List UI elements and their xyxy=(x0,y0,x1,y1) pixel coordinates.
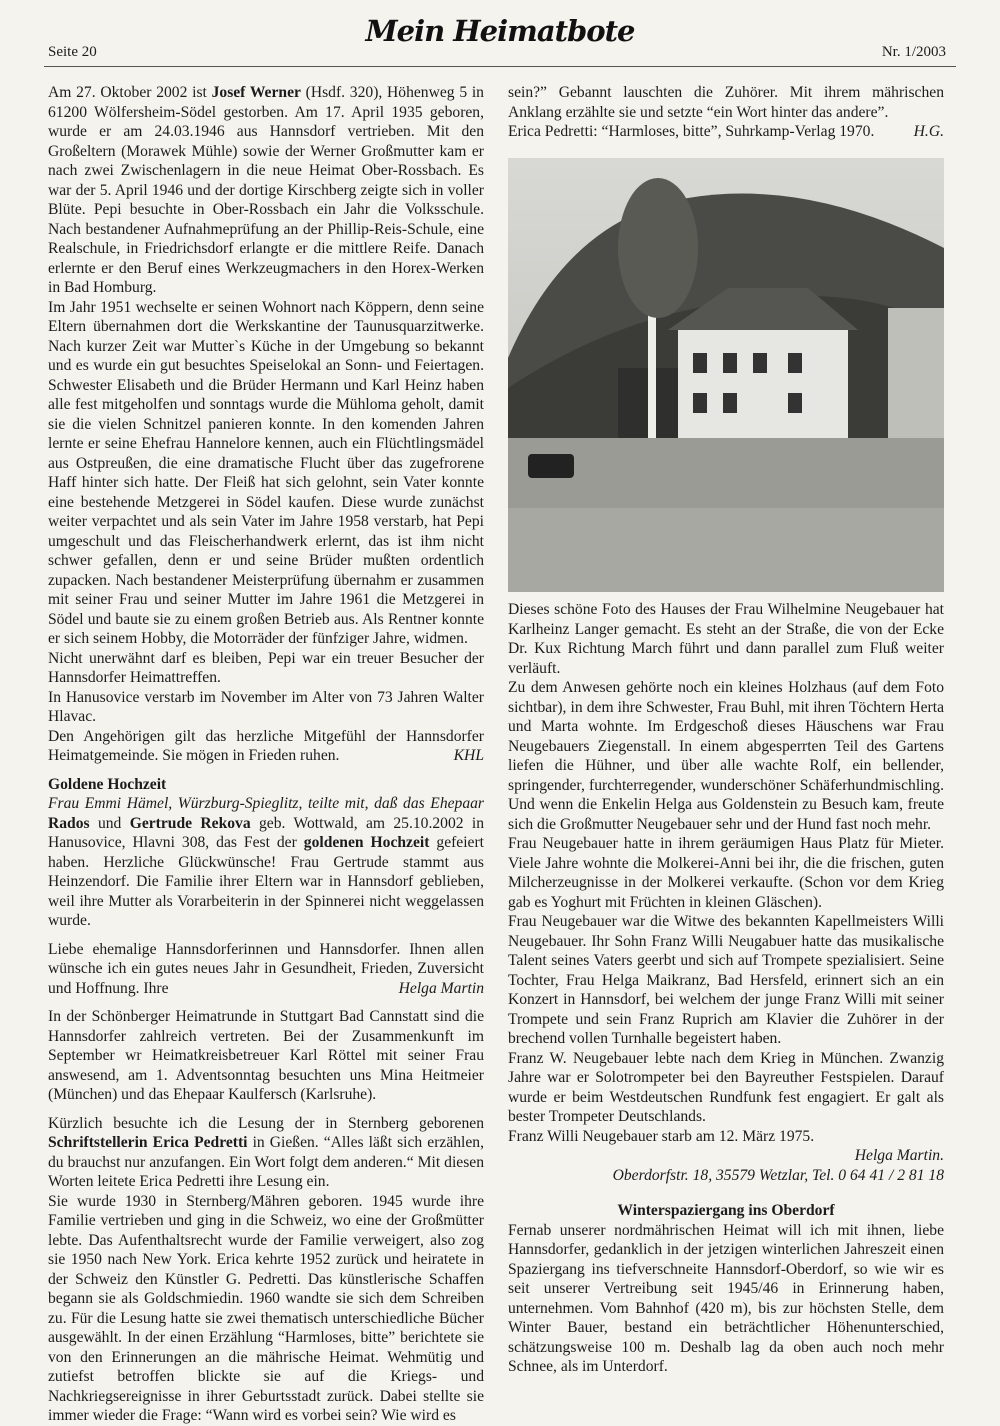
winter-walk-text: Fernab unserer nordmährischen Heimat will ich mit ihnen, liebe Hannsdorfer, gedanklich in der jetzigen winterlichen Jahreszeit einen Spaziergang ins tiefverschneite Hannsdorf-Oberdorf, so wie wir es seit unserer Vertreibung seit 1945/46 in Erinnerung haben, unternehmen. Vom Bahnhof (420 m), bis zur höchsten Stelle, dem Winter Bauer, bestand ein beträchtlicher Höhenunterschied, schätzungsweise 100 m. Deshalb lag da oben auch noch mehr Schnee, als im Unterdorf. xyxy=(508,1221,944,1375)
page-number: Seite 20 xyxy=(48,44,97,60)
obituary-werner: Am 27. Oktober 2002 ist Josef Werner (Hsdf. 320), Höhenweg 5 in 61200 Wölfersheim-Södel gestorben. Am 17. April 1935 geboren, wurde er am 24.03.1946 aus Hannsdorf vertrieben. Mit den Großeltern (Morawek Mühle) sowie der Werner Großmutter kam er nach zwei Zwischenlagern in die neue Heimat Ober-Rossbach. Es war der 5. April 1946 und der dortige Kirschberg zeigte sich in voller Blüte. Pepi besuchte in Ober-Rossbach ein Jahr die Volksschule. Nach bestandener Aufnahmeprüfung an der Phillip-Reis-Schule, eine Realschule, in Friedrichsdorf erlangte er die mittlere Reife. Danach erlernte er den Beruf eines Werkzeugmachers in den Horex-Werken in Bad Homburg. xyxy=(48,84,484,296)
pedretti-continuation: sein?” Gebannt lauschten die Zuhörer. Mit ihrem mährischen Anklang erzählte sie und setzte “ein Wort hinter das andere”. xyxy=(508,84,944,121)
obituary-werner-cont: Im Jahr 1951 wechselte er seinen Wohnort nach Köppern, denn seine Eltern übernahmen dort die Werkskantine der Taunusquarzitwerke. Nach kurzer Zeit war Mutter`s Küche in der Umgebung so bekannt und es wurde ein gut besuchtes Speiselokal an Sonn- und Feiertagen. Schwester Elisabeth und die Brüder Hermann und Karl Heinz haben alle fest mitgeholfen und sonntags wurde die Mühloma geholt, damit sie die vielen Schnitzel panieren konnte. In den komenden Jahren lernte er seine Ehefrau Hannelore kennen, auch ein Flüchtlingsmädel aus Ostpreußen, die eine dramatische Flucht über das zugefrorene Haff hinter sich hatte. Der Fleiß hat sich gelohnt, sein Vater konnte eine bestehende Metzgerei in Södel kaufen. Diese wurde zunächst weiter verpachtet und als sein Vater im Jahre 1958 verstarb, hat Pepi umgeschult und das Fleischerhandwerk erlernt, das ist ihm nicht schwer gefallen, denn er und seine Brüder mußten ordentlich zupacken. Nach bestandener Meisterprüfung übernahm er zusammen mit seiner Frau und seiner Mutter im Jahre 1961 die Metzgerei in Södel und baute sie zu einem großen Betrieb aus. Als Rentner konnte er sich seinem Hobby, die Motorräder der fünfziger Jahre, widmen. xyxy=(48,298,484,647)
new-year-greeting: Liebe ehemalige Hannsdorferinnen und Hannsdorfer. Ihnen allen wünsche ich ein gutes neues Jahr in Gesundheit, Frieden, Zuversicht und Hoffnung. Ihre Helga Martin xyxy=(48,940,484,997)
pedretti-intro: Kürzlich besuchte ich die Lesung der in Sternberg geborenen Schriftstellerin Erica Pedretti in Gießen. “Alles läßt sich erzählen, du brauchst nur anzufangen. Ein Wort folgt dem anderen.“ Mit diesen Worten leitete Erica Pedretti ihre Lesung ein. xyxy=(48,1114,484,1190)
signature-name: Helga Martin. xyxy=(854,1147,944,1164)
pedretti-reference: Erica Pedretti: “Harmloses, bitte”, Suhrkamp-Verlag 1970. H.G. xyxy=(508,123,944,140)
condolence: Den Angehörigen gilt das herzliche Mitgefühl der Hannsdorfer Heimatgemeinde. Sie mögen in Frieden ruhen. KHL xyxy=(48,727,484,764)
pedretti-bio: Sie wurde 1930 in Sternberg/Mähren geboren. 1945 wurde ihre Familie vertrieben und ging in die Schweiz, wo eine der Großmütter lebte. Das Aufenthaltsrecht wurde der Familie verweigert, also zog sie 1950 nach New York. Erica kehrte 1952 zurück und heiratete in der Schweiz den Künstler G. Pedretti. Das künstlerische Schaffen begann sie als Goldschmiedin. 1960 wandte sie sich dem Schreiben zu. Für die Lesung hatte sie zwei thematisch unterschiedliche Bücher ausgewählt. In der einen Erzählung “Harmloses, bitte” berichtete sie von den Erinnerungen an die mährische Heimat. Wehmütig und zutiefst betroffen blickte sie auf die Kriegs- und Nachkriegsereignisse in ihrer Geburtsstadt zurück. Dabei stellte sie immer wieder die Frage: “Wann wird es vorbei sein? Wie wird es xyxy=(48,1192,484,1424)
masthead-title: Mein Heimatbote xyxy=(365,14,635,48)
heading-golden-wedding: Goldene Hochzeit xyxy=(48,775,167,793)
photo-caption: Dieses schöne Foto des Hauses der Frau Wilhelmine Neugebauer hat Karlheinz Langer gemacht. Es steht an der Straße, die von der Ecke Dr. Kux Richtung March führt und dann parallel zum Fluß weiter verläuft. xyxy=(508,601,944,677)
neugebauer-death: Franz Willi Neugebauer starb am 12. März 1975. xyxy=(508,1127,815,1145)
stuttgart-report: In der Schönberger Heimatrunde in Stuttgart Bad Cannstatt sind die Hannsdorfer zahlreich vertreten. Bei der Zusammenkunft im September wr Heimatkreisbetreuer Karl Röttel mit seiner Frau answesend, am 1. Adventsonntag besuchten uns Mina Heitmeier (München) und das Ehepaar Kaulfersch (Karlsruhe). xyxy=(48,1008,484,1103)
obituary-werner-close: Nicht unerwähnt darf es bleiben, Pepi war ein treuer Besucher der Hannsdorfer Heimattreffen. xyxy=(48,649,484,686)
issue-number: Nr. 1/2003 xyxy=(881,44,946,60)
signature-address: Oberdorfstr. 18, 35579 Wetzlar, Tel. 0 64 41 / 2 81 18 xyxy=(612,1166,944,1184)
house-photo xyxy=(508,158,944,592)
signature-khl: KHL xyxy=(453,747,484,764)
right-column-bottom xyxy=(508,600,944,1377)
estate-description: Zu dem Anwesen gehörte noch ein kleines Holzhaus (auf dem Foto sichtbar), in dem ihre Schwester, Frau Buhl, mit ihren Töchtern Herta und Marta wohnte. Im Erdgeschoß dieses Häuschens war Frau Neugebauers Ziegenstall. In einem abgesperrten Teil des Gartens liefen die Hühner, und über alle wachte Rolf, ein bellender, springender, furchterregender, wunderschöner Schäferhundmischling. Und wenn die Enkelin Helga aus Goldenstein zu Besuch kam, freute sich die Großmutter Neugebauer sehr und der Hund fast noch mehr. xyxy=(508,679,944,833)
signature-hg: H.G. xyxy=(913,123,944,140)
neugebauer-family: Frau Neugebauer war die Witwe des bekannten Kapellmeisters Willi Neugebauer. Ihr Sohn Franz Willi Neugabuer hatte das musikalische Talent seines Vaters geerbt und sich auf Trompete spezialisiert. Seine Tochter, Frau Helga Maikranz, Bad Hersfeld, erinnert sich an ein Konzert in Hannsdorf, bei welchem der junge Franz Willi mit seiner Trompete und sein Franz Ruprich am Klavier die Zuhörer in der brechend vollen Turnhalle begeistert haben. xyxy=(508,913,944,1047)
header-rule xyxy=(44,66,956,67)
golden-wedding-text: Frau Emmi Hämel, Würzburg-Spieglitz, teilte mit, daß das Ehepaar Rados und Gertrude Rekova geb. Wottwald, am 25.10.2002 in Hanusovice, Hlavni 308, das Fest der goldenen Hochzeit gefeiert haben. Herzliche Glückwünsche! Frau Gertrude stammt aus Heinzendorf. Die Familie ihrer Eltern war in Hannsdorf geblieben, weil ihre Mutter als Vorarbeiterin in der Spinnerei nicht weggelassen wurde. xyxy=(48,795,485,929)
tenants-description: Frau Neugebauer hatte in ihrem geräumigen Haus Platz für Mieter. Viele Jahre wohnte die Molkerei-Anni bei ihr, die die frischen, guten Milcherzeugnisse in der Molkerei verkaufte. (Schon vor dem Krieg gab es Yoghurt mit Früchten in kleinen Gläschen). xyxy=(508,835,944,911)
neugebauer-career: Franz W. Neugebauer lebte nach dem Krieg in München. Zwanzig Jahre war er Solotrompeter bei den Bayreuther Festspielen. Darauf wurde er beim Westdeutschen Rundfunk fest engagiert. Er galt als bester Trompeter Deutschlands. xyxy=(508,1049,944,1125)
heading-winter-walk: Winterspaziergang ins Oberdorf xyxy=(617,1202,835,1219)
left-column xyxy=(48,83,484,1426)
right-column-top xyxy=(508,83,944,142)
obituary-hlavac: In Hanusovice verstarb im November im Alter von 73 Jahren Walter Hlavac. xyxy=(48,688,484,725)
signature-helga-martin: Helga Martin xyxy=(398,979,484,997)
